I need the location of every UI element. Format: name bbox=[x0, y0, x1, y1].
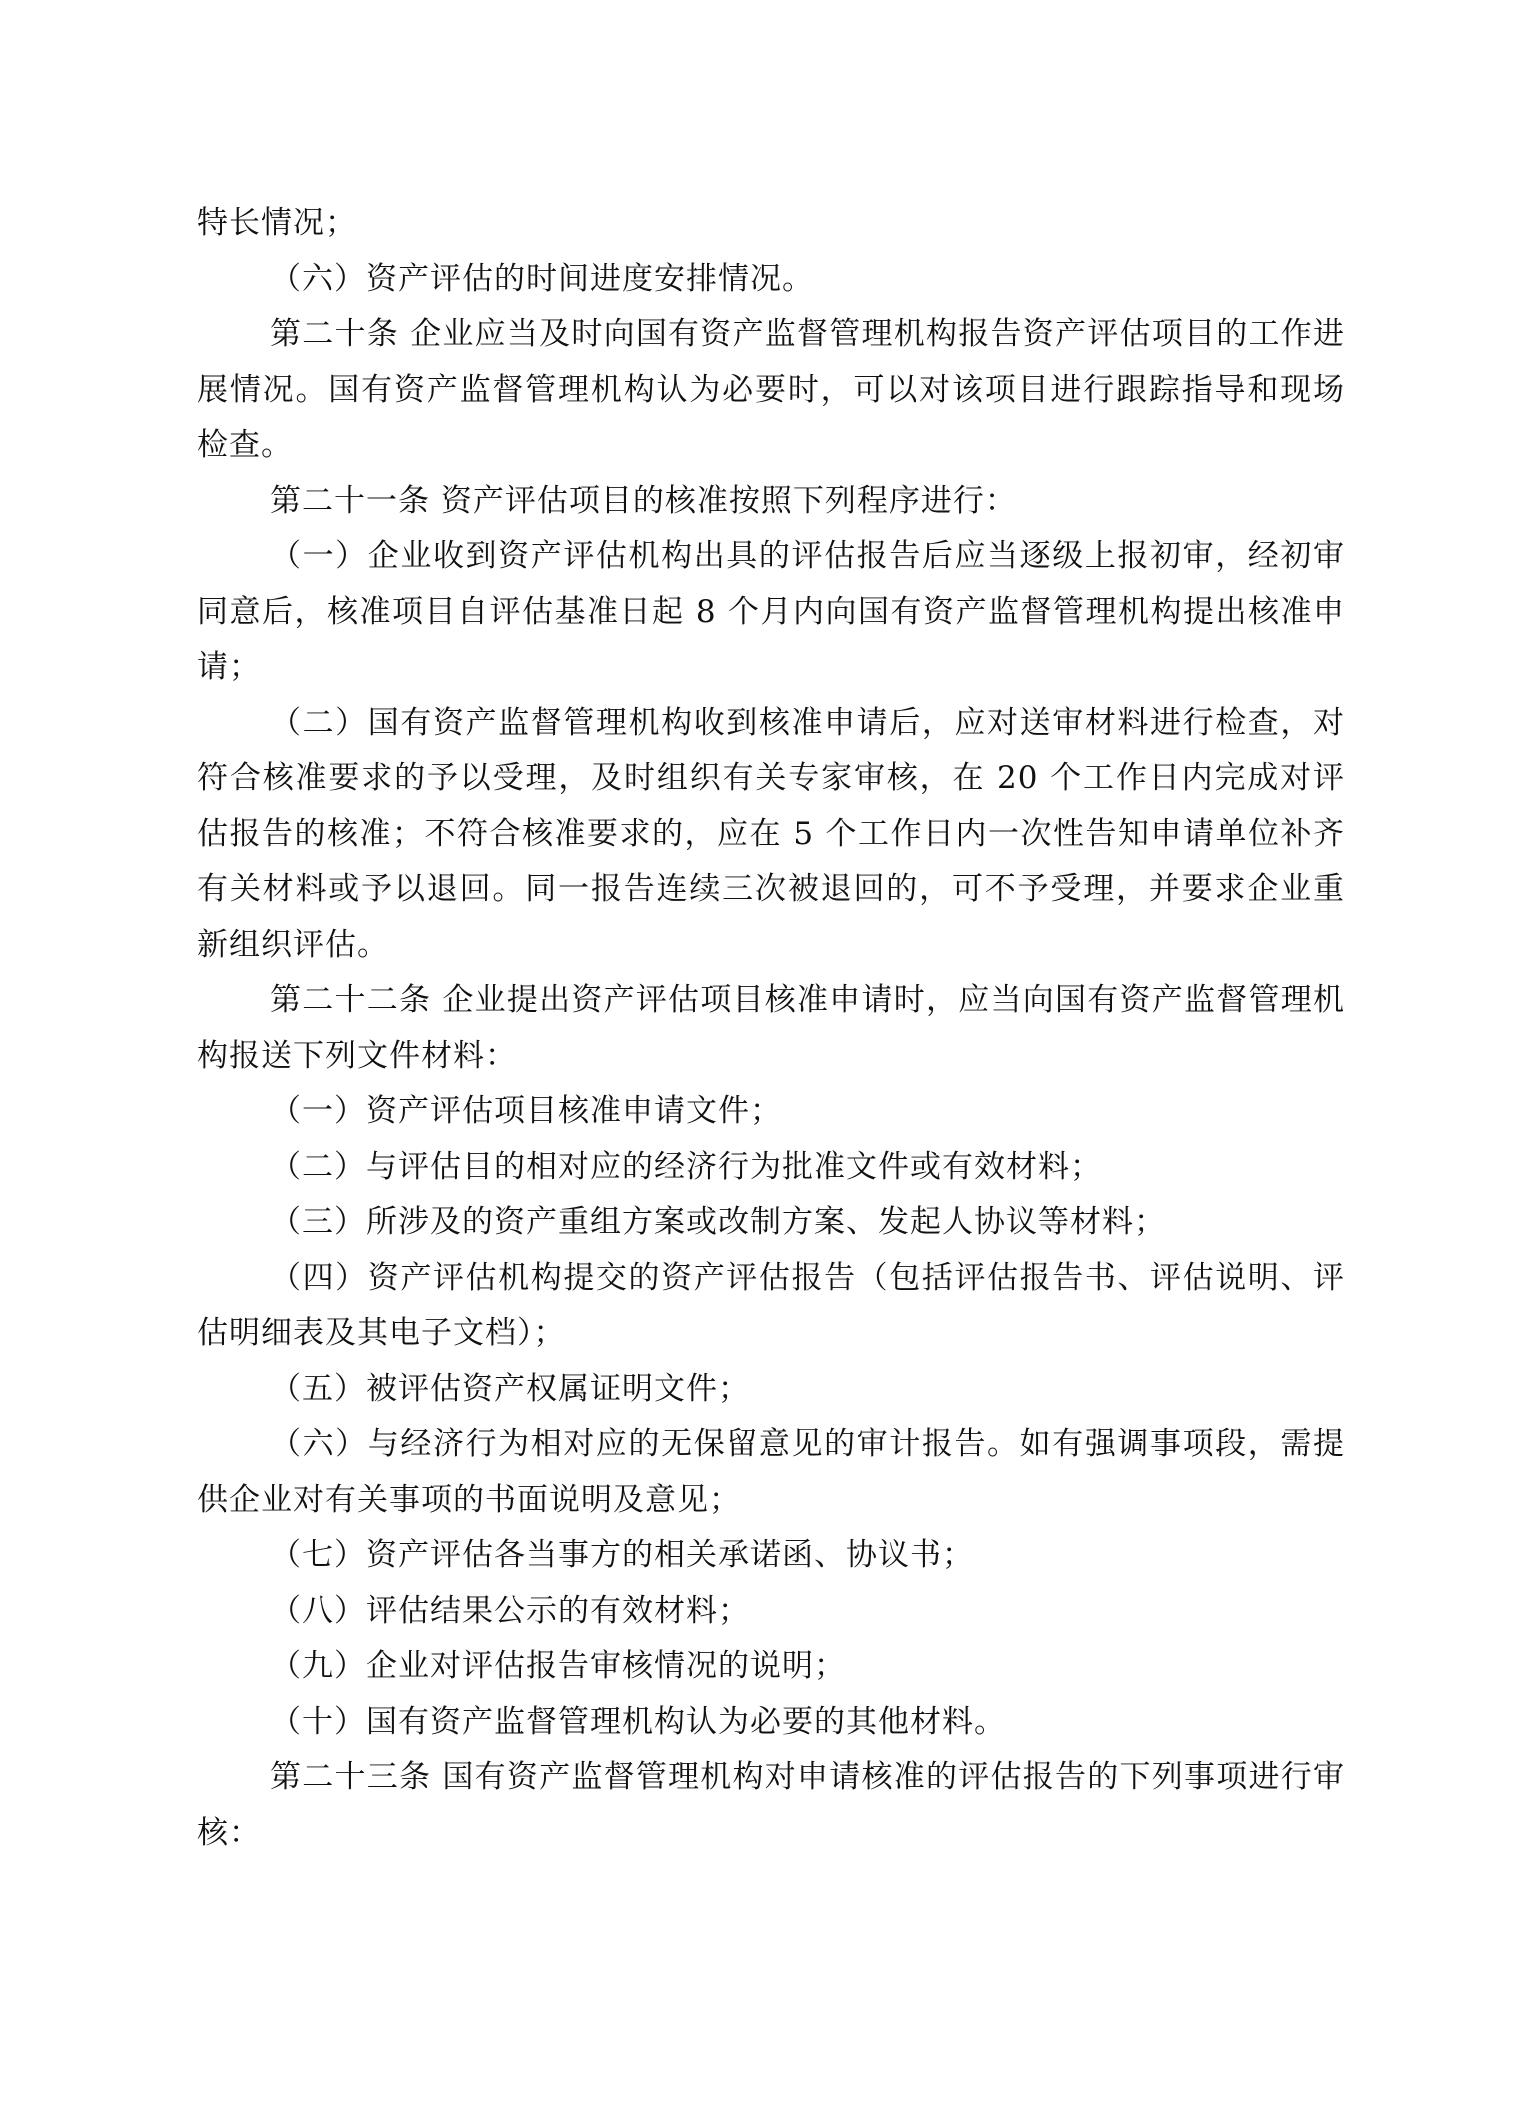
paragraph-item: （六）与经济行为相对应的无保留意见的审计报告。如有强调事项段，需提供企业对有关事项的书面说明及意见； bbox=[197, 1426, 1345, 1518]
article-20: 第二十条 企业应当及时向国有资产监督管理机构报告资产评估项目的工作进展情况。国有资产监督管理机构认为必要时，可以对该项目进行跟踪指导和现场检查。 bbox=[197, 316, 1345, 463]
paragraph-item: （十）国有资产监督管理机构认为必要的其他材料。 bbox=[270, 1703, 1006, 1740]
paragraph-item: （九）企业对评估报告审核情况的说明； bbox=[270, 1648, 846, 1684]
article-23: 第二十三条 国有资产监督管理机构对申请核准的评估报告的下列事项进行审核： bbox=[197, 1759, 1345, 1851]
paragraph-item: （一）资产评估项目核准申请文件； bbox=[270, 1093, 782, 1129]
paragraph-item: （一）企业收到资产评估机构出具的评估报告后应当逐级上报初审，经初审同意后，核准项目自评估基准日起 8 个月内向国有资产监督管理机构提出核准申请； bbox=[197, 538, 1345, 685]
paragraph-item: （二）国有资产监督管理机构收到核准申请后，应对送审材料进行检查，对符合核准要求的予以受理，及时组织有关专家审核，在 20 个工作日内完成对评估报告的核准；不符合核准要求的，应在 5 个工作日内一次性告知申请单位补齐有关材料或予以退回。同一报告连续三次被退回的，可不予受理，并要求企业重新组织评估。 bbox=[197, 704, 1345, 963]
paragraph-item: （六）资产评估的时间进度安排情况。 bbox=[270, 260, 814, 297]
article-22: 第二十二条 企业提出资产评估项目核准申请时，应当向国有资产监督管理机构报送下列文件材料： bbox=[197, 982, 1345, 1074]
paragraph-item: （七）资产评估各当事方的相关承诺函、协议书； bbox=[270, 1537, 974, 1573]
paragraph-item: （八）评估结果公示的有效材料； bbox=[270, 1592, 750, 1629]
paragraph-continuation: 特长情况； bbox=[197, 205, 357, 241]
document-body bbox=[197, 196, 1345, 1861]
paragraph-item: （二）与评估目的相对应的经济行为批准文件或有效材料； bbox=[270, 1148, 1102, 1185]
article-21: 第二十一条 资产评估项目的核准按照下列程序进行： bbox=[270, 482, 1017, 519]
paragraph-item: （五）被评估资产权属证明文件； bbox=[270, 1370, 750, 1407]
paragraph-item: （四）资产评估机构提交的资产评估报告（包括评估报告书、评估说明、评估明细表及其电子文档）； bbox=[197, 1259, 1345, 1351]
paragraph-item: （三）所涉及的资产重组方案或改制方案、发起人协议等材料； bbox=[270, 1204, 1166, 1240]
